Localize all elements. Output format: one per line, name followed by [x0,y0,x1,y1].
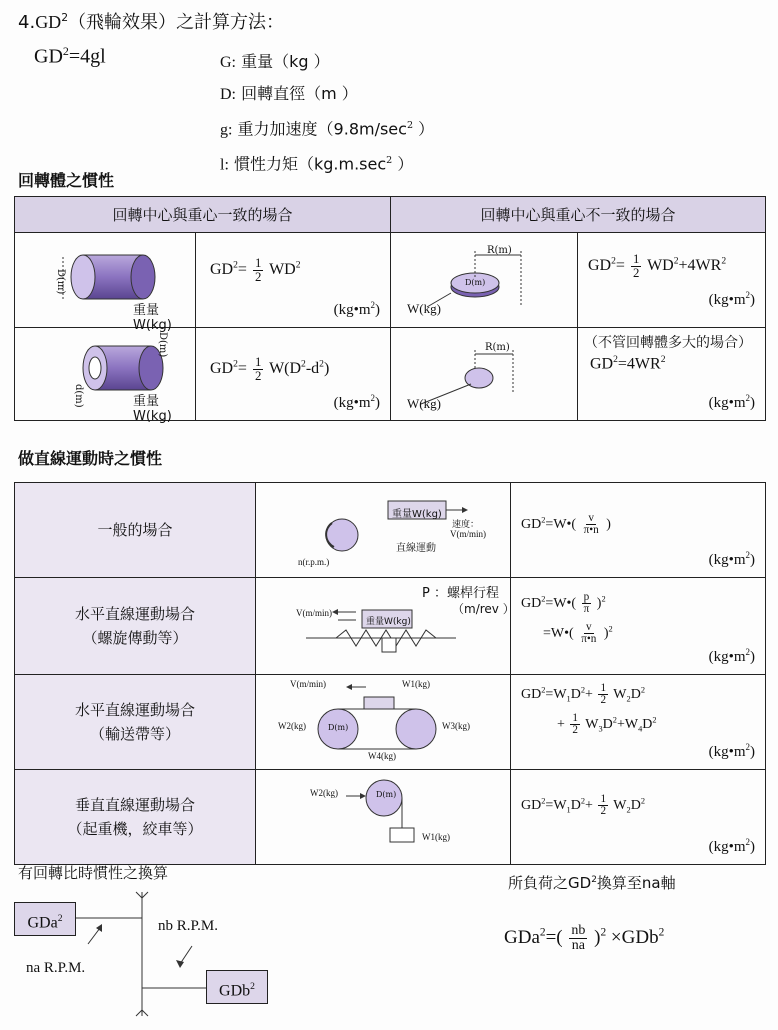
title-exponent: 2 [61,11,69,24]
weight-label: 重量W(kg) [133,394,172,424]
conversion-formula: GDa$^2$=( $\frac{nb}{na}$ )$^2$ ×GDb$^2$ [504,923,665,953]
formula-line1: $GD^2=W•$( $\frac{p}{\pi}$ )$^2$ [521,591,606,616]
row-label-line1: 垂直直線運動場合 [74,796,195,814]
conversion-title-a: 所負荷之GD [508,874,592,892]
conversion-title: 所負荷之$GD^2$換算至na軸 [508,874,676,892]
figure-screw [256,578,515,675]
def-sym: G: [220,54,236,71]
speed-value: V(m/min) [450,529,486,539]
formula-text: $GD^2=$ $\frac{1}{2}$ $WD^2$ [210,256,301,284]
formula-text: $GD^2=$ $\frac{1}{2}$ $W(D^2-d^2)$ [210,355,330,383]
formula-text: $GD^2=$ $\frac{1}{2}$ $WD^2+4WR^2$ [588,252,727,280]
unit-label: $(kg•m^2)$ [708,393,755,411]
unit-text: (kg•m [333,395,371,411]
col-header-eccentric: 回轉中心與重心不一致的場合 [391,197,766,233]
formula-gd: GD [210,260,234,278]
w1-label: W1(kg) [422,832,450,842]
speed-label: 速度： [452,520,480,530]
formula-line2: =W•( $\frac{v}{\pi•n}$ )$^2$ [543,621,613,646]
row-label-line2: （輸送帶等） [89,725,180,743]
unit-label: $(kg•m^2)$ [708,742,755,760]
formula-4wr: =4WR [617,355,661,373]
unit-text: (kg•m [708,292,746,308]
speed-label: V(m/min) [290,679,326,689]
row-label-line2: （起重機，絞車等） [67,820,203,838]
def-sup: 2 [406,120,414,131]
disc-dim-label: D(m) [465,278,486,287]
radius-label: R(m) [485,342,510,353]
formula-den: na [571,938,585,953]
main-formula-exp: 2 [62,44,69,58]
unit-label: $(kg•m^2)$ [708,550,755,568]
w2-label: W2(kg) [278,721,306,731]
title-number: 4. [18,12,36,33]
figure-point-mass [391,328,578,421]
linear-motion-table [14,482,766,865]
def-sup: 2 [386,155,393,167]
def-tail: ） [413,119,435,139]
main-formula [34,44,106,69]
formula-wd: WD [269,260,296,278]
row-label-line1: 水平直線運動場合 [74,701,195,719]
dim-label: D(m) [55,269,66,295]
page-title [18,8,284,34]
formula-point-mass [578,328,766,421]
conversion-title-b: 換算至na軸 [596,874,676,892]
formula-4wr: +4WR [678,256,722,274]
formula-text: $GD^2=W•$( $\frac{v}{\pi•n}$ ) [521,512,611,537]
formula-line2: + $\frac{1}{2}$ $W_3D^2+W_4D^2$ [557,712,657,737]
pitch-unit: （m/rev ） [452,602,515,616]
formula-screw [511,578,766,675]
col-header-concentric: 回轉中心與重心一致的場合 [15,197,391,233]
section-title-rotating: 回轉體之慣性 [18,171,115,190]
definition-d [220,78,434,110]
row-label-line2: （螺旋傳動等） [82,629,188,647]
w2-label: W2(kg) [310,788,338,798]
crane-hoist-icon [256,770,510,860]
drum-dim-label: D(m) [376,790,397,799]
formula-text: $GD^2=4WR^2$ [590,354,666,373]
speed-label: V(m/min) [296,608,332,618]
unit-text: (kg•m [708,839,746,855]
gdb-box: GDb$^2$ [206,970,268,1004]
weight-label: 重量W(kg) [133,303,172,333]
weight-label: W(kg) [407,301,441,316]
w4-label: W4(kg) [368,751,396,761]
definition-g [220,46,434,78]
formula-wd: WD [647,256,674,274]
title-rest: 之計算方法： [176,12,285,33]
def-text: 回轉直徑（m ） [241,84,358,103]
figure-general [256,483,511,578]
row-label-general [15,483,256,578]
weight-box-label: 重量W(kg) [392,509,442,520]
def-text: 慣性力矩（kg.m.sec [233,154,387,174]
unit-label: $(kg•m^2)$ [333,393,380,411]
weight-label: W(kg) [407,396,441,411]
main-formula-rhs: =4gl [68,45,106,68]
inner-dim-label: d(m) [73,384,84,408]
drum-dim-label: D(m) [328,723,349,732]
rpm-label: n(r.p.m.) [298,557,330,567]
def-text: 重量（kg ） [241,52,330,71]
nb-label: nb R.P.M. [158,918,219,934]
row-label-line1: 一般的場合 [97,521,173,539]
gda-box: GDa$^2$ [14,902,76,936]
definition-list [220,46,434,181]
unit-label: $(kg•m^2)$ [708,837,755,855]
row-label-crane [15,770,256,865]
unit-text: (kg•m [333,302,371,318]
w3-label: W3(kg) [442,721,470,731]
pitch-label: P ：螺桿行程 [422,586,499,601]
unit-label: $(kg•m^2)$ [708,647,755,665]
na-label: na R.P.M. [26,960,86,976]
formula-lhs: GDa [504,926,540,948]
formula-wd: W(D [269,359,302,377]
formula-line1: $GD^2=W_1D^2+$ $\frac{1}{2}$ $W_2D^2$ [521,682,645,707]
row-label-conveyor [15,675,256,770]
unit-label: $(kg•m^2)$ [333,300,380,318]
formula-crane [511,770,766,865]
section-title-linear: 做直線運動時之慣性 [18,449,163,468]
formula-gd: GD [210,359,234,377]
formula-hollow-cylinder [196,328,391,421]
def-sym: D: [220,86,236,103]
definition-inertia [220,145,434,180]
def-sym: l: [220,156,229,174]
formula-gd: GD [588,256,612,274]
rotating-body-table [14,196,766,424]
note-text: （不管回轉體多大的場合） [584,335,752,351]
formula-solid-cylinder [196,233,391,328]
formula-general [511,483,766,578]
formula-d: -d [305,359,320,377]
outer-dim-label: D(m) [157,332,168,358]
motion-label: 直線運動 [396,543,436,554]
formula-rhs: ×GDb [610,926,659,948]
unit-text: (kg•m [708,552,746,568]
main-formula-lhs: GD [34,45,63,68]
radius-label: R(m) [487,245,512,256]
unit-text: (kg•m [708,649,746,665]
title-gd: GD [35,12,62,32]
formula-eccentric-disc [578,233,766,328]
figure-crane [256,770,511,865]
unit-label: $(kg•m^2)$ [708,290,755,308]
formula-gd: GD [590,355,614,373]
formula-text: $GD^2=W_1D^2+$ $\frac{1}{2}$ $W_2D^2$ [521,793,645,818]
def-text: 重力加速度（9.8m/sec [237,119,407,139]
def-sym: g: [220,121,233,139]
formula-conveyor [511,675,766,770]
figure-eccentric-disc [391,233,578,328]
gdb-text: GDb [219,982,251,1000]
figure-conveyor [256,675,511,770]
unit-text: (kg•m [708,744,746,760]
section-title-ratio: 有回轉比時慣性之換算 [18,864,169,882]
figure-solid-cylinder [15,233,196,333]
row-label-line1: 水平直線運動場合 [74,605,195,623]
def-tail: ） [392,154,414,174]
unit-text: (kg•m [708,395,746,411]
figure-hollow-cylinder [15,328,196,424]
title-paren: （飛輪效果） [68,12,177,33]
gda-text: GDa [27,914,58,932]
weight-box-label: 重量W(kg) [366,617,411,627]
definition-gravity [220,110,434,145]
row-label-screw [15,578,256,675]
w1-label: W1(kg) [402,679,430,689]
formula-num: nb [571,923,586,938]
